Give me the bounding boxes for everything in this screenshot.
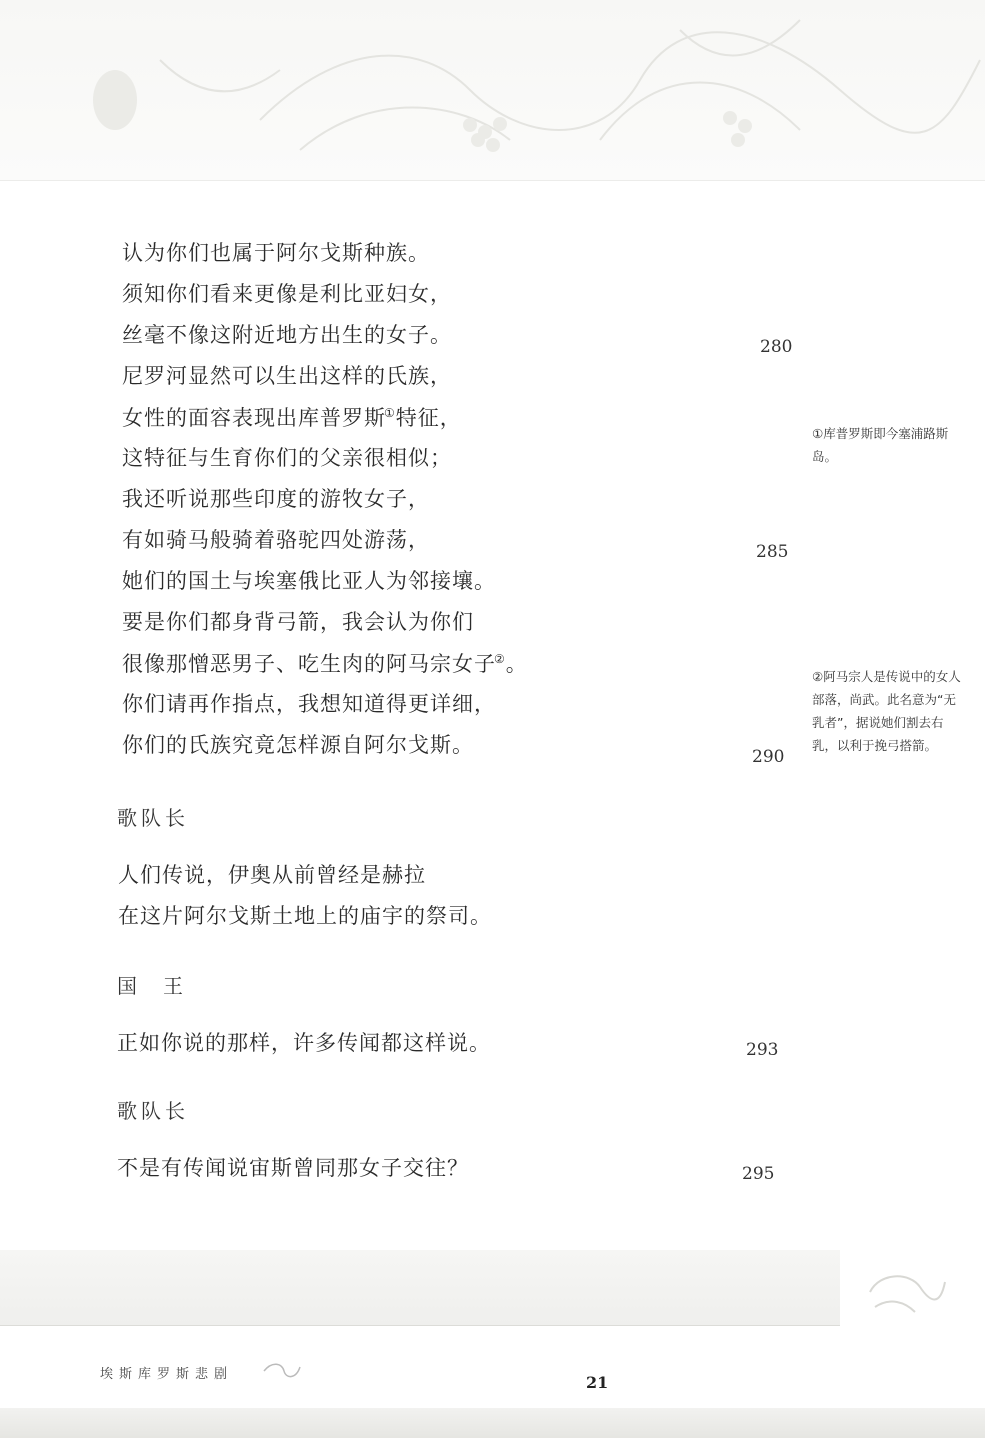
verse-line: 你们的氏族究竟怎样源自阿尔戈斯。	[122, 733, 474, 757]
speaker-chorus-leader: 歌队长	[117, 806, 189, 830]
verse-line: 正如你说的那样，许多传闻都这样说。	[117, 1031, 491, 1055]
vine-ornament-icon	[40, 0, 985, 178]
verse-line: 丝毫不像这附近地方出生的女子。	[122, 323, 452, 347]
verse-line: 有如骑马般骑着骆驼四处游荡，	[122, 528, 430, 552]
footnote-marker[interactable]: ②	[494, 652, 506, 666]
speaker-chorus-leader: 歌队长	[117, 1099, 189, 1123]
footnote-2: ②阿马宗人是传说中的女人部落，尚武。此名意为“无乳者”，据说她们割去右乳，以利于挽弓搭箭。	[812, 669, 961, 753]
verse-line: 在这片阿尔戈斯土地上的庙宇的祭司。	[118, 904, 492, 928]
verse-line: 很像那憎恶男子、吃生肉的阿马宗女子②。	[122, 652, 528, 676]
line-number: 285	[756, 542, 789, 562]
verse-line: 她们的国土与埃塞俄比亚人为邻接壤。	[122, 569, 496, 593]
footnote-marker[interactable]: ①	[384, 406, 396, 420]
swirl-ornament-icon	[860, 1262, 950, 1322]
verse-line: 须知你们看来更像是利比亚妇女，	[122, 282, 452, 306]
verse-line: 女性的面容表现出库普罗斯①特征，	[122, 406, 462, 430]
line-number: 293	[746, 1040, 779, 1060]
verse-line: 这特征与生育你们的父亲很相似；	[122, 446, 452, 470]
footnote-1: ①库普罗斯即今塞浦路斯岛。	[812, 426, 949, 464]
line-number: 295	[742, 1164, 775, 1184]
line-number: 280	[760, 337, 793, 357]
verse-line: 要是你们都身背弓箭，我会认为你们	[122, 610, 474, 634]
verse-line: 认为你们也属于阿尔戈斯种族。	[122, 241, 430, 265]
flourish-icon	[262, 1359, 302, 1381]
page-number: 21	[586, 1373, 609, 1392]
verse-line: 你们请再作指点，我想知道得更详细，	[122, 692, 496, 716]
header-ornament-band	[0, 0, 985, 181]
verse-line: 我还听说那些印度的游牧女子，	[122, 487, 430, 511]
footer-band	[0, 1250, 840, 1326]
page-bottom-edge	[0, 1408, 985, 1438]
verse-line: 人们传说，伊奥从前曾经是赫拉	[118, 863, 426, 887]
verse-line: 不是有传闻说宙斯曾同那女子交往？	[117, 1156, 469, 1180]
line-number: 290	[752, 747, 785, 767]
speaker-king: 国王	[117, 974, 209, 998]
verse-line: 尼罗河显然可以生出这样的氏族，	[122, 364, 452, 388]
book-title: 埃斯库罗斯悲剧	[100, 1367, 234, 1382]
